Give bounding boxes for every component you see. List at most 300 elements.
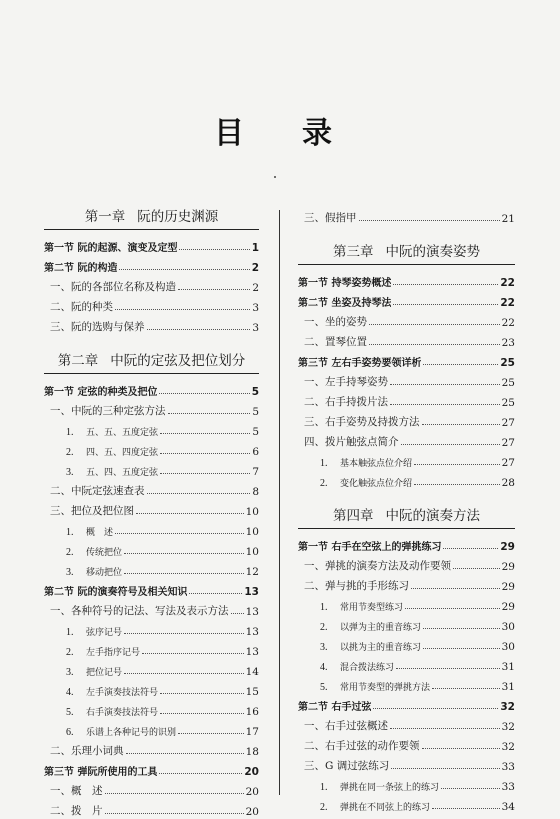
- toc-entry[interactable]: [44, 578, 259, 598]
- toc-entry-number: 4.: [66, 687, 74, 698]
- toc-page-number: 27: [501, 437, 515, 449]
- toc-entry-text: 以挑为主的重音练习: [340, 643, 422, 653]
- toc-entry[interactable]: [44, 254, 259, 274]
- toc-entry-title: [66, 565, 122, 578]
- toc-entry-number: 3.: [66, 667, 74, 678]
- dot-leader: [115, 533, 244, 534]
- toc-entry[interactable]: [44, 398, 259, 418]
- chapter-number: 第二章: [57, 353, 99, 369]
- chapter-spacer: [44, 334, 259, 349]
- toc-page-number: 1: [251, 242, 259, 254]
- dot-leader: [414, 464, 500, 465]
- toc-entry-title: [66, 445, 158, 458]
- page-title: 目 录: [214, 116, 346, 151]
- dot-leader: [160, 453, 250, 454]
- toc-entry[interactable]: [298, 329, 515, 349]
- toc-entry[interactable]: [298, 469, 515, 489]
- toc-page-number: 23: [501, 337, 515, 349]
- toc-entry-text: 第一节 右手在空弦上的弹挑练习: [298, 542, 442, 553]
- toc-entry-text: 二、右手过弦的动作要领: [304, 740, 420, 752]
- toc-entry-title: [320, 476, 412, 489]
- toc-entry-text: 以弹为主的重音练习: [340, 623, 422, 633]
- dot-leader: [441, 788, 500, 789]
- toc-entry-text: 一、中阮的三种定弦方法: [50, 405, 166, 417]
- toc-entry-text: 二、右手持拨片法: [304, 396, 388, 408]
- chapter-spacer: [298, 225, 515, 240]
- toc-page-number: 2: [252, 282, 259, 294]
- dot-leader: [115, 309, 250, 310]
- toc-entry[interactable]: [44, 314, 259, 334]
- toc-entry-text: 左手指序记号: [86, 648, 141, 658]
- toc-page-number: 29: [501, 601, 515, 613]
- toc-entry[interactable]: [44, 418, 259, 438]
- dot-leader: [443, 548, 498, 549]
- toc-entry-text: 概 述: [86, 528, 114, 538]
- toc-page-number: 12: [245, 566, 259, 578]
- toc-page-number: 6: [252, 446, 259, 458]
- toc-entry-number: 3.: [66, 467, 74, 478]
- toc-entry-text: 第二节 坐姿及持琴法: [298, 298, 392, 309]
- toc-page-number: 20: [245, 806, 259, 818]
- toc-entry[interactable]: [44, 638, 259, 658]
- toc-entry-number: 5.: [320, 682, 328, 693]
- toc-entry-title: [50, 743, 124, 758]
- toc-page-number: 29: [500, 541, 515, 553]
- toc-entry-title: [66, 425, 158, 438]
- toc-left-column: [44, 205, 259, 818]
- toc-entry[interactable]: [44, 618, 259, 638]
- dot-leader: [369, 324, 500, 325]
- toc-entry[interactable]: [298, 269, 515, 289]
- toc-entry[interactable]: [44, 778, 259, 798]
- chapter-name: 中阮的定弦及把位划分: [110, 353, 246, 369]
- print-dot: [274, 176, 276, 178]
- toc-entry-title: [50, 279, 176, 294]
- toc-page-number: 20: [245, 786, 259, 798]
- toc-entry-title: [50, 803, 103, 818]
- toc-entry-title: [50, 503, 134, 518]
- toc-entry-number: 1.: [320, 458, 328, 469]
- toc-page-number: 21: [501, 213, 515, 225]
- toc-entry[interactable]: [44, 458, 259, 478]
- toc-entry-text: 一、弹挑的演奏方法及动作要领: [304, 560, 451, 572]
- toc-page-number: 32: [500, 701, 515, 713]
- chapter-number: 第三章: [333, 244, 374, 260]
- dot-leader: [390, 384, 500, 385]
- toc-entry-title: [66, 625, 122, 638]
- toc-entry-title: [66, 665, 122, 678]
- dot-leader: [124, 633, 244, 634]
- chapter-name: 中阮的演奏姿势: [385, 244, 480, 260]
- toc-entry-title: [44, 583, 187, 598]
- toc-entry-text: 一、坐的姿势: [304, 316, 367, 328]
- toc-entry-text: 第二节 阮的构造: [44, 263, 118, 274]
- dot-leader: [124, 553, 244, 554]
- toc-entry-title: [320, 660, 394, 673]
- toc-entry[interactable]: [298, 409, 515, 429]
- toc-entry-title: [50, 603, 229, 618]
- dot-leader: [423, 648, 500, 649]
- toc-page-number: 34: [501, 801, 515, 813]
- toc-page-number: 16: [245, 706, 259, 718]
- dot-leader: [390, 728, 500, 729]
- toc-page-number: 15: [245, 686, 259, 698]
- toc-entry-text: 二、乐理小词典: [50, 745, 124, 757]
- toc-entry[interactable]: [298, 733, 515, 753]
- dot-leader: [136, 513, 244, 514]
- toc-entry-text: 二、弹与挑的手形练习: [304, 580, 409, 592]
- toc-entry[interactable]: [44, 738, 259, 758]
- toc-entry[interactable]: [298, 673, 515, 693]
- toc-page-number: 13: [245, 626, 259, 638]
- toc-entry-title: [304, 738, 420, 753]
- toc-entry-title: [320, 800, 430, 813]
- dot-leader: [396, 668, 500, 669]
- toc-page-number: 30: [501, 641, 515, 653]
- toc-entry-title: [66, 525, 113, 538]
- toc-entry[interactable]: [44, 274, 259, 294]
- toc-entry[interactable]: [298, 633, 515, 653]
- toc-entry-text: 第一节 定弦的种类及把位: [44, 387, 158, 398]
- dot-leader: [126, 753, 244, 754]
- dot-leader: [147, 493, 251, 494]
- dot-leader: [231, 613, 244, 614]
- toc-entry[interactable]: [298, 753, 515, 773]
- toc-page-number: 30: [501, 621, 515, 633]
- toc-page-number: 32: [501, 721, 515, 733]
- toc-entry-text: 混合拨法练习: [340, 663, 395, 673]
- toc-entry-number: 2.: [320, 478, 328, 489]
- dot-leader: [159, 773, 242, 774]
- toc-page-number: 29: [501, 581, 515, 593]
- toc-page-number: 31: [501, 661, 515, 673]
- chapter-heading: [298, 504, 515, 529]
- toc-entry-text: 常用节奏型练习: [340, 603, 404, 613]
- toc-page-number: 13: [244, 586, 259, 598]
- dot-leader: [393, 304, 498, 305]
- toc-entry-title: [320, 640, 421, 653]
- chapter-number: 第一章: [84, 209, 126, 225]
- dot-leader: [159, 393, 249, 394]
- toc-entry[interactable]: [44, 698, 259, 718]
- toc-page-number: 3: [252, 302, 259, 314]
- toc-entry[interactable]: [298, 533, 515, 553]
- dot-leader: [405, 608, 500, 609]
- dot-leader: [179, 249, 249, 250]
- dot-leader: [147, 329, 251, 330]
- toc-entry-text: 变化触弦点位介绍: [340, 479, 413, 489]
- toc-entry-text: 三、G 调过弦练习: [304, 760, 390, 772]
- toc-entry-title: [66, 705, 158, 718]
- toc-page-number: 10: [245, 506, 259, 518]
- toc-page-number: 22: [500, 277, 515, 289]
- toc-entry[interactable]: [44, 294, 259, 314]
- toc-entry[interactable]: [44, 558, 259, 578]
- toc-entry-text: 第二节 右手过弦: [298, 702, 372, 713]
- chapter-spacer: [298, 489, 515, 504]
- toc-entry[interactable]: [44, 378, 259, 398]
- toc-page-number: 5: [252, 426, 259, 438]
- toc-entry-text: 弹挑在同一条弦上的练习: [340, 783, 440, 793]
- toc-entry[interactable]: [298, 449, 515, 469]
- dot-leader: [369, 344, 500, 345]
- dot-leader: [160, 713, 244, 714]
- toc-entry-number: 3.: [320, 642, 328, 653]
- toc-entry[interactable]: [44, 598, 259, 618]
- toc-entry[interactable]: [298, 553, 515, 573]
- toc-page-number: 8: [252, 486, 259, 498]
- toc-entry-title: [304, 334, 367, 349]
- toc-entry-title: [320, 620, 421, 633]
- toc-entry-title: [320, 600, 403, 613]
- dot-leader: [411, 588, 500, 589]
- toc-entry-title: [298, 294, 391, 309]
- toc-entry-title: [304, 374, 388, 389]
- toc-entry-title: [320, 680, 430, 693]
- toc-entry-text: 一、右手过弦概述: [304, 720, 388, 732]
- toc-entry-text: 二、阮的种类: [50, 301, 113, 313]
- toc-entry-text: 第二节 阮的演奏符号及相关知识: [44, 587, 188, 598]
- dot-leader: [414, 484, 500, 485]
- toc-entry-title: [66, 545, 122, 558]
- toc-page-number: 27: [501, 417, 515, 429]
- toc-entry[interactable]: [44, 538, 259, 558]
- dot-leader: [124, 673, 244, 674]
- dot-leader: [423, 628, 500, 629]
- toc-page-number: 32: [501, 741, 515, 753]
- toc-entry-title: [44, 239, 177, 254]
- toc-entry-title: [304, 558, 451, 573]
- dot-leader: [189, 593, 242, 594]
- toc-entry-text: 移动把位: [86, 568, 123, 578]
- toc-entry[interactable]: [44, 438, 259, 458]
- toc-entry-title: [44, 383, 157, 398]
- toc-entry-text: 传统把位: [86, 548, 123, 558]
- toc-page-number: 7: [252, 466, 259, 478]
- toc-page-number: 5: [252, 406, 259, 418]
- toc-entry-text: 基本触弦点位介绍: [340, 459, 413, 469]
- toc-entry[interactable]: [298, 593, 515, 613]
- dot-leader: [124, 573, 244, 574]
- toc-entry-title: [44, 763, 157, 778]
- toc-entry-text: 一、阮的各部位名称及构造: [50, 281, 176, 293]
- dot-leader: [160, 473, 250, 474]
- toc-entry-title: [66, 645, 140, 658]
- toc-entry-title: [298, 538, 441, 553]
- toc-entry-text: 二、拨 片: [50, 805, 103, 817]
- toc-page-number: 22: [501, 317, 515, 329]
- toc-entry-text: 弦序记号: [86, 628, 123, 638]
- toc-entry-text: 一、各种符号的记法、写法及表示方法: [50, 605, 229, 617]
- dot-leader: [119, 269, 249, 270]
- toc-page-number: 3: [252, 322, 259, 334]
- dot-leader: [453, 568, 500, 569]
- toc-entry-text: 左手演奏技法符号: [86, 688, 159, 698]
- toc-entry[interactable]: [298, 349, 515, 369]
- toc-entry[interactable]: [298, 653, 515, 673]
- toc-entry-number: 2.: [66, 547, 74, 558]
- chapter-name: 阮的历史渊源: [137, 209, 219, 225]
- toc-entry-text: 二、置琴位置: [304, 336, 367, 348]
- dot-leader: [160, 433, 250, 434]
- toc-entry-number: 1.: [320, 782, 328, 793]
- toc-entry-title: [298, 354, 421, 369]
- toc-entry-title: [298, 274, 391, 289]
- toc-entry[interactable]: [44, 498, 259, 518]
- toc-page-number: 22: [500, 297, 515, 309]
- toc-entry-title: [304, 394, 388, 409]
- toc-entry-title: [50, 483, 145, 498]
- dot-leader: [423, 364, 498, 365]
- toc-entry-text: 四、五、四度定弦: [86, 448, 159, 458]
- toc-entry-text: 一、左手持琴姿势: [304, 376, 388, 388]
- dot-leader: [422, 748, 500, 749]
- toc-entry-title: [304, 210, 357, 225]
- column-divider: [279, 210, 280, 795]
- toc-page-number: 33: [501, 781, 515, 793]
- toc-page-number: 5: [251, 386, 259, 398]
- toc-entry-text: 三、阮的选购与保养: [50, 321, 145, 333]
- toc-entry-title: [50, 403, 166, 418]
- toc-entry-number: 4.: [320, 662, 328, 673]
- toc-entry[interactable]: [298, 713, 515, 733]
- dot-leader: [178, 289, 250, 290]
- toc-page-number: 27: [501, 457, 515, 469]
- toc-entry[interactable]: [298, 309, 515, 329]
- toc-page-number: 13: [245, 606, 259, 618]
- toc-entry-number: 2.: [66, 647, 74, 658]
- dot-leader: [432, 808, 500, 809]
- toc-entry-title: [304, 314, 367, 329]
- toc-right-column: [298, 205, 515, 813]
- toc-page-number: 25: [500, 357, 515, 369]
- toc-page-number: 17: [245, 726, 259, 738]
- dot-leader: [401, 444, 500, 445]
- dot-leader: [422, 424, 500, 425]
- toc-entry[interactable]: [298, 289, 515, 309]
- toc-entry[interactable]: [298, 429, 515, 449]
- toc-entry-title: [304, 414, 420, 429]
- toc-entry-title: [298, 698, 371, 713]
- toc-entry[interactable]: [298, 369, 515, 389]
- toc-entry[interactable]: [44, 758, 259, 778]
- toc-entry-number: 5.: [66, 707, 74, 718]
- toc-entry-title: [66, 725, 176, 738]
- dot-leader: [390, 404, 500, 405]
- toc-entry-number: 2.: [320, 622, 328, 633]
- toc-entry-number: 2.: [320, 802, 328, 813]
- toc-entry-title: [320, 456, 412, 469]
- toc-entry-number: 3.: [66, 567, 74, 578]
- toc-entry-text: 五、五、五度定弦: [86, 428, 159, 438]
- toc-entry-text: 第三节 弹阮所使用的工具: [44, 767, 158, 778]
- toc-entry[interactable]: [298, 773, 515, 793]
- dot-leader: [142, 653, 244, 654]
- toc-entry-title: [44, 259, 117, 274]
- dot-leader: [373, 708, 498, 709]
- toc-entry-title: [304, 578, 409, 593]
- toc-entry-number: 1.: [66, 527, 74, 538]
- toc-page-number: 10: [245, 526, 259, 538]
- toc-entry-text: 一、概 述: [50, 785, 103, 797]
- toc-page-number: 25: [501, 377, 515, 389]
- toc-entry[interactable]: [44, 658, 259, 678]
- chapter-heading: [298, 240, 515, 265]
- toc-entry-title: [304, 718, 388, 733]
- dot-leader: [168, 413, 251, 414]
- toc-entry[interactable]: [298, 389, 515, 409]
- toc-entry-text: 乐谱上各种记号的识别: [86, 728, 177, 738]
- toc-entry-text: 第一节 阮的起源、演变及定型: [44, 243, 178, 254]
- toc-entry-title: [320, 780, 439, 793]
- chapter-heading: [44, 205, 259, 230]
- toc-entry-text: 右手演奏技法符号: [86, 708, 159, 718]
- toc-entry-text: 三、右手姿势及持拨方法: [304, 416, 420, 428]
- toc-entry-text: 把位记号: [86, 668, 123, 678]
- toc-entry[interactable]: [44, 678, 259, 698]
- chapter-name: 中阮的演奏方法: [385, 508, 480, 524]
- toc-entry-text: 常用节奏型的弹挑方法: [340, 683, 431, 693]
- toc-entry-text: 三、把位及把位图: [50, 505, 134, 517]
- toc-entry-text: 二、中阮定弦速查表: [50, 485, 145, 497]
- chapter-heading: [44, 349, 259, 374]
- toc-entry[interactable]: [298, 573, 515, 593]
- toc-entry[interactable]: [298, 793, 515, 813]
- toc-entry-title: [304, 758, 389, 773]
- toc-entry-number: 1.: [66, 627, 74, 638]
- toc-entry[interactable]: [44, 234, 259, 254]
- toc-entry-number: 6.: [66, 727, 74, 738]
- toc-entry[interactable]: [298, 613, 515, 633]
- toc-entry[interactable]: [44, 718, 259, 738]
- toc-entry-text: 五、四、五度定弦: [86, 468, 159, 478]
- dot-leader: [105, 793, 244, 794]
- toc-page-number: 20: [244, 766, 259, 778]
- toc-entry-number: 2.: [66, 447, 74, 458]
- toc-page-number: 25: [501, 397, 515, 409]
- dot-leader: [178, 733, 244, 734]
- dot-leader: [432, 688, 500, 689]
- toc-entry-title: [66, 685, 158, 698]
- toc-entry[interactable]: [298, 693, 515, 713]
- toc-page-number: 13: [245, 646, 259, 658]
- toc-page-number: 18: [245, 746, 259, 758]
- dot-leader: [160, 693, 244, 694]
- toc-entry[interactable]: [44, 478, 259, 498]
- dot-leader: [393, 284, 498, 285]
- toc-page-number: 28: [501, 477, 515, 489]
- toc-entry-text: 第一节 持琴姿势概述: [298, 278, 392, 289]
- toc-entry-title: [50, 299, 113, 314]
- toc-entry-text: 三、假指甲: [304, 212, 357, 224]
- toc-page-number: 31: [501, 681, 515, 693]
- toc-entry[interactable]: [298, 205, 515, 225]
- toc-entry-number: 1.: [320, 602, 328, 613]
- toc-entry-title: [50, 783, 103, 798]
- toc-page-number: 10: [245, 546, 259, 558]
- dot-leader: [359, 220, 500, 221]
- toc-entry-title: [66, 465, 158, 478]
- toc-entry[interactable]: [44, 518, 259, 538]
- dot-leader: [105, 813, 244, 814]
- toc-entry-number: 1.: [66, 427, 74, 438]
- toc-entry-text: 第三节 左右手姿势要领详析: [298, 358, 422, 369]
- toc-entry[interactable]: [44, 798, 259, 818]
- toc-entry-text: 四、拨片触弦点简介: [304, 436, 399, 448]
- toc-entry-title: [50, 319, 145, 334]
- toc-page-number: 29: [501, 561, 515, 573]
- toc-page-number: 2: [251, 262, 259, 274]
